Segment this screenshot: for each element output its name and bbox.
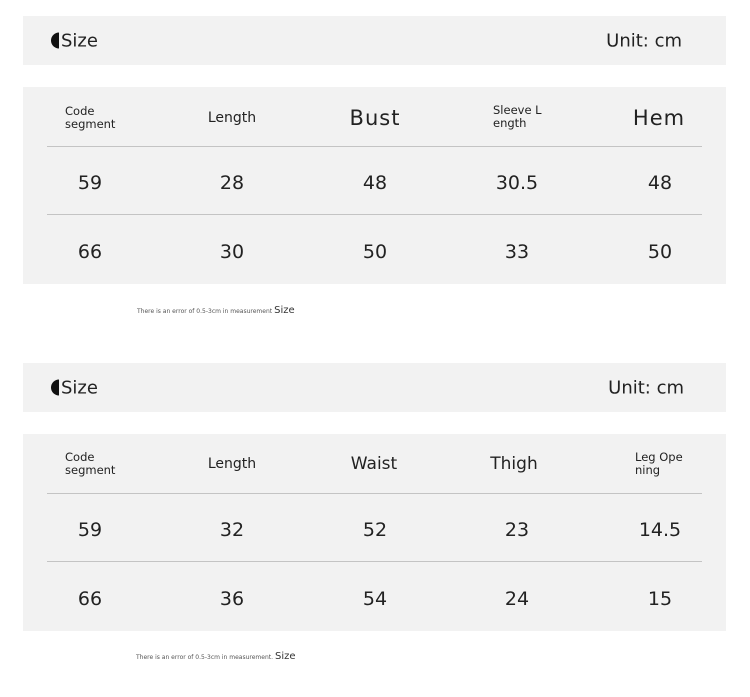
cell-sleeve: 30.5 (495, 172, 539, 194)
header-sleeve-length: Sleeve L ength (493, 103, 542, 130)
measurement-note-text-2: There is an error of 0.5-3cm in measurement. (136, 654, 274, 661)
cell-code-59: 59 (77, 172, 103, 194)
header-leg-opening: Leg Ope ning (635, 450, 683, 477)
divider (47, 214, 702, 215)
cell-length: 32 (219, 519, 245, 541)
cell-bust: 48 (362, 172, 388, 194)
cell-length: 30 (219, 241, 245, 263)
cell-length: 36 (219, 588, 245, 610)
cell-waist: 52 (362, 519, 388, 541)
cell-bust: 50 (362, 241, 388, 263)
cell-thigh: 24 (504, 588, 530, 610)
cell-sleeve: 33 (504, 241, 530, 263)
header-length: Length (207, 110, 257, 126)
cell-thigh: 23 (504, 519, 530, 541)
unit-label-1: Unit: cm (606, 30, 682, 51)
cell-leg-opening: 14.5 (638, 519, 682, 541)
cell-hem: 50 (647, 241, 673, 263)
size-title-2 (51, 377, 98, 398)
header-thigh: Thigh (490, 454, 538, 474)
half-circle-icon (51, 380, 59, 396)
divider (47, 146, 702, 147)
divider (47, 493, 702, 494)
header-bust: Bust (349, 106, 401, 130)
cell-code-66: 66 (77, 588, 103, 610)
measurement-note-suffix-1: Size (274, 305, 295, 316)
size-table-1 (23, 87, 726, 284)
cell-hem: 48 (647, 172, 673, 194)
half-circle-icon (51, 33, 59, 49)
cell-length: 28 (219, 172, 245, 194)
header-code-segment: Code segment (65, 104, 116, 131)
header-hem: Hem (632, 106, 686, 130)
measurement-note-1 (137, 305, 295, 316)
size-header-bar-2 (23, 363, 726, 412)
header-code-segment: Code segment (65, 450, 116, 477)
measurement-note-suffix-2: Size (275, 651, 296, 662)
size-title-text-2: Size (61, 377, 98, 398)
size-table-2 (23, 434, 726, 631)
measurement-note-2 (136, 651, 296, 662)
size-title-1 (51, 30, 98, 51)
cell-code-59: 59 (77, 519, 103, 541)
header-length: Length (207, 456, 257, 472)
cell-waist: 54 (362, 588, 388, 610)
divider (47, 561, 702, 562)
size-header-bar-1 (23, 16, 726, 65)
unit-label-2: Unit: cm (608, 377, 684, 398)
measurement-note-text-1: There is an error of 0.5-3cm in measurement (137, 308, 273, 315)
cell-leg-opening: 15 (647, 588, 673, 610)
cell-code-66: 66 (77, 241, 103, 263)
size-title-text-1: Size (61, 30, 98, 51)
header-waist: Waist (350, 454, 398, 474)
